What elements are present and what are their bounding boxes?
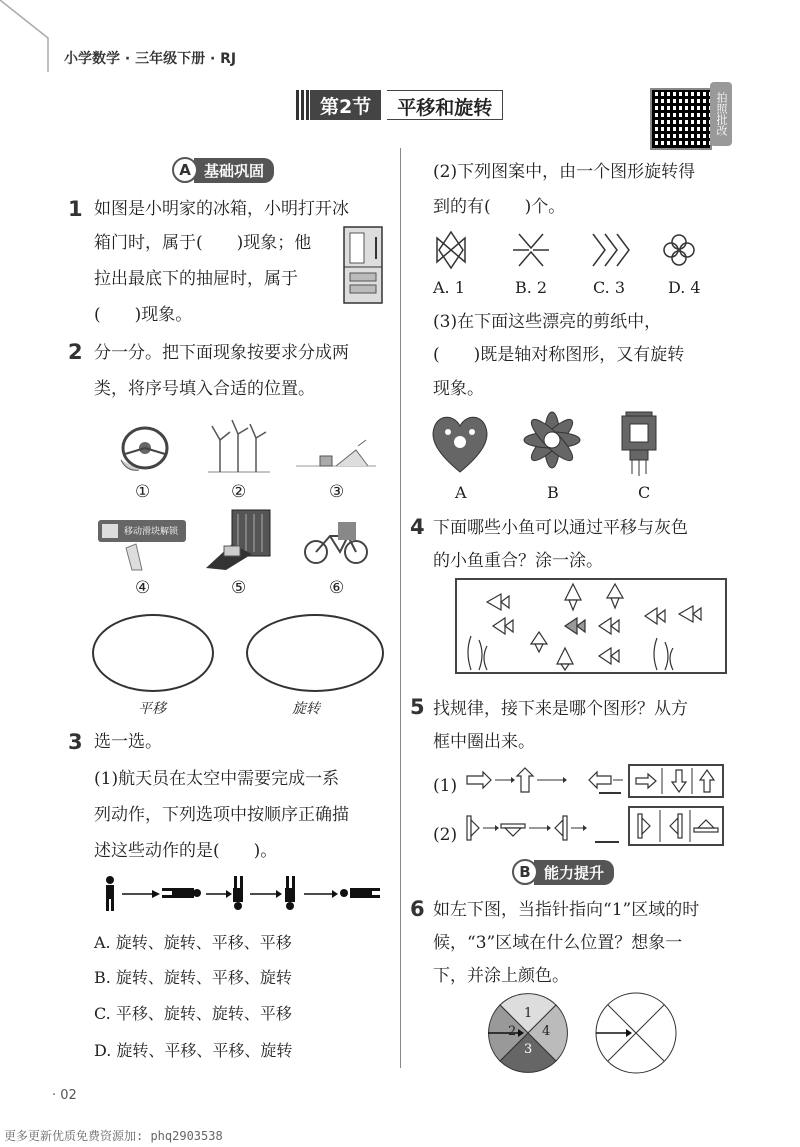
spinner-region-4: 4 — [542, 1024, 551, 1039]
q3-p2-option[interactable]: B. 2 — [515, 278, 548, 297]
section-a-badge — [172, 158, 274, 182]
q5-row2-choices[interactable] — [628, 806, 724, 846]
item-label: ② — [231, 482, 247, 502]
windmill-icon — [208, 418, 270, 476]
spinner-region-3: 3 — [524, 1042, 533, 1057]
item-label: ③ — [329, 482, 345, 502]
q3-p2-line: (2)下列图案中，由一个图形旋转得 — [433, 162, 696, 182]
q5-row1-choices[interactable] — [628, 764, 724, 798]
q1-line: ( )现象。 — [94, 305, 193, 325]
q3-p1-option[interactable]: D. 旋转、平移、平移、旋转 — [94, 1041, 293, 1060]
q5-row-label: (2) — [433, 825, 458, 845]
page-number: · 02 — [52, 1088, 77, 1103]
q3-intro: 选一选。 — [94, 732, 162, 752]
q1-line: 拉出最底下的抽屉时，属于 — [94, 269, 298, 289]
drawer-icon — [202, 508, 272, 572]
rotation-ellipse[interactable] — [246, 614, 384, 692]
section-b-letter: B — [512, 859, 538, 885]
item-label: ④ — [135, 578, 151, 598]
q2-line: 类，将序号填入合适的位置。 — [94, 379, 315, 399]
q3-p3-line: 现象。 — [433, 379, 484, 399]
astronaut-sequence-icon — [100, 874, 380, 914]
q3-p3-label[interactable]: A — [455, 483, 467, 502]
q3-p2-option[interactable]: C. 3 — [593, 278, 626, 297]
q3-number: 3 — [68, 730, 83, 754]
corner-decoration — [0, 0, 60, 80]
watermark: 更多更新优质免费资源加: phq2903538 — [4, 1129, 223, 1143]
ellipse-label-rotation: 旋转 — [292, 701, 320, 717]
q3-p3-label[interactable]: B — [547, 483, 559, 502]
rotation-patterns-icon — [433, 228, 713, 272]
q3-p3-line: (3)在下面这些漂亮的剪纸中， — [433, 312, 662, 332]
spinner-region-2: 2 — [508, 1024, 517, 1039]
q3-p3-line: ( )既是轴对称图形，又有旋转 — [433, 345, 685, 365]
paper-cut-patterns-icon — [428, 402, 698, 478]
q3-p1-line: 述这些动作的是( )。 — [94, 841, 278, 861]
q4-line: 的小鱼重合？涂一涂。 — [433, 551, 603, 571]
q3-p1-line: (1)航天员在太空中需要完成一系 — [94, 769, 340, 789]
steering-wheel-icon — [115, 420, 175, 476]
q3-p1-line: 列动作，下列选项中按顺序正确描 — [94, 805, 349, 825]
q1-line: 箱门时，属于( )现象；他 — [94, 233, 312, 253]
qr-side-label: 拍照批改 — [710, 82, 732, 146]
item-label: ① — [135, 482, 151, 502]
q5-row1-sequence-icon — [465, 766, 625, 794]
fish-box — [455, 578, 727, 674]
q3-p1-option[interactable]: A. 旋转、旋转、平移、平移 — [94, 933, 292, 952]
q5-row-label: (1) — [433, 776, 458, 796]
section-a-name: 基础巩固 — [194, 158, 274, 183]
q5-line: 框中圈出来。 — [433, 732, 535, 752]
section-b-name: 能力提升 — [534, 860, 614, 885]
section-b-badge — [512, 860, 614, 884]
q6-line: 如左下图，当指针指向“1”区域的时 — [433, 900, 700, 920]
book-header: 小学数学 · 三年级下册 · RJ — [64, 51, 237, 67]
q5-row2-sequence-icon — [465, 812, 625, 844]
fridge-icon — [340, 225, 386, 307]
q3-p3-label[interactable]: C — [638, 483, 651, 502]
q1-number: 1 — [68, 197, 83, 221]
q3-p2-line: 到的有( )个。 — [433, 197, 566, 217]
title-stripes — [296, 90, 310, 120]
q6-line: 候，“3”区域在什么位置？想象一 — [433, 933, 683, 953]
cable-car-icon — [296, 436, 376, 476]
q4-number: 4 — [410, 515, 425, 539]
fish-scene-icon — [457, 580, 725, 672]
q4-line: 下面哪些小鱼可以通过平移与灰色 — [433, 518, 688, 538]
unlock-slider-text: 移动滑块解锁 — [124, 527, 179, 537]
q5-number: 5 — [410, 695, 425, 719]
ellipse-label-translation: 平移 — [138, 701, 166, 717]
q3-p1-option[interactable]: B. 旋转、旋转、平移、旋转 — [94, 968, 292, 987]
q6-number: 6 — [410, 897, 425, 921]
column-divider — [400, 148, 401, 1068]
q2-line: 分一分。把下面现象按要求分成两 — [94, 343, 349, 363]
title-text: 平移和旋转 — [387, 90, 503, 120]
spinner-region-1: 1 — [524, 1006, 533, 1021]
q6-line: 下，并涂上颜色。 — [433, 966, 569, 986]
item-label: ⑤ — [231, 578, 247, 598]
q1-line: 如图是小明家的冰箱，小明打开冰 — [94, 199, 349, 219]
q3-p1-option[interactable]: C. 平移、旋转、旋转、平移 — [94, 1004, 292, 1023]
q5-row1-choice-icons — [632, 768, 720, 794]
q3-p2-option[interactable]: A. 1 — [433, 278, 465, 297]
q5-row2-choice-icons — [632, 810, 720, 842]
qr-code-icon[interactable] — [650, 88, 712, 150]
section-title — [296, 90, 503, 120]
q5-line: 找规律，接下来是哪个图形？从方 — [433, 699, 688, 719]
translation-ellipse[interactable] — [92, 614, 214, 692]
item-label: ⑥ — [329, 578, 345, 598]
section-a-letter: A — [172, 157, 198, 183]
title-number: 第2节 — [310, 90, 381, 120]
q2-number: 2 — [68, 340, 83, 364]
q3-p2-option[interactable]: D. 4 — [668, 278, 701, 297]
bicycle-icon — [302, 516, 372, 568]
